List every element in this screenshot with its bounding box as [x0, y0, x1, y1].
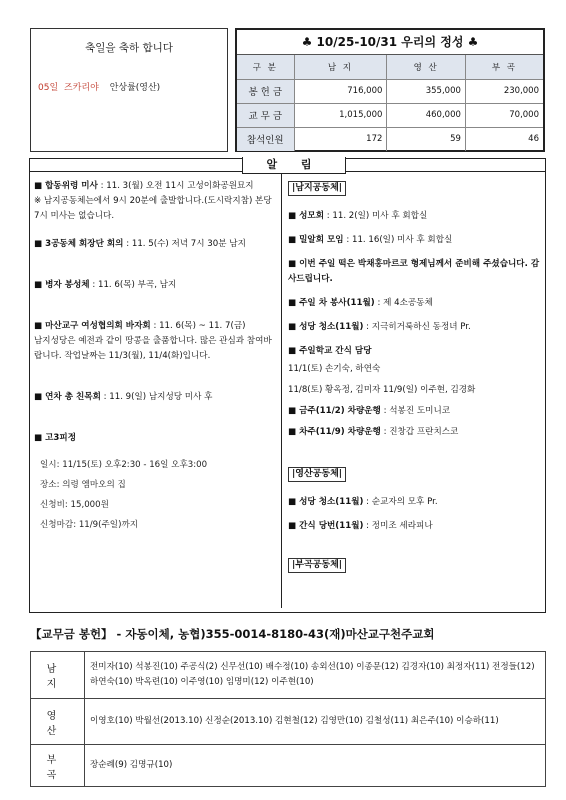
retreat-date: 일시: 11/15(토) 오후2:30 - 16일 오후3:00	[40, 460, 208, 470]
notice-title: 알 림	[242, 157, 346, 174]
column-header: 구 분	[237, 55, 294, 79]
notice-left-column	[34, 179, 274, 535]
notice-item: ■ 병자 봉성체 : 11. 6(목) 부곡, 남지	[34, 280, 177, 290]
notice-note: ※ 남지공동체는에서 9시 20분에 출발합니다.(도시락지참) 본당 7시 미사는 없습니다.	[34, 196, 272, 221]
table-row	[237, 103, 543, 127]
notice-item: ■ 이번 주일 떡은 박채홍마르코 형제님께서 준비해 주셨습니다. 감사드립니다.	[288, 259, 540, 284]
offering-title: ♣ 10/25-10/31 우리의 정성 ♣	[237, 30, 543, 55]
feast-person: 안상률(영산)	[109, 83, 161, 93]
column-header: 부 곡	[465, 55, 543, 79]
notice-item: ■ 마산교구 여성협의회 바자회 : 11. 6(목) ~ 11. 7(금)	[34, 321, 246, 331]
notice-item: ■ 금주(11/2) 차량운행 : 석봉진 도미니코	[288, 406, 451, 416]
notice-item: ■ 3공동체 회장단 회의 : 11. 5(수) 저녁 7시 30분 남지	[34, 239, 246, 249]
feast-day-box	[30, 28, 228, 152]
column-header: 남 지	[294, 55, 387, 79]
row-label: 봉 헌 금	[237, 79, 294, 103]
table-row	[31, 745, 546, 787]
cell-value: 230,000	[465, 79, 543, 103]
table-row	[31, 652, 546, 699]
feast-day-entry	[38, 80, 227, 93]
cell-value: 355,000	[387, 79, 465, 103]
notice-item: ■ 연차 총 친목회 : 11. 9(일) 남지성당 미사 후	[34, 392, 213, 402]
notice-item: ■ 밀알회 모임 : 11. 16(일) 미사 후 회합실	[288, 235, 453, 245]
section-bugok: |부곡공동체|	[288, 558, 346, 573]
cell-value: 716,000	[294, 79, 387, 103]
cell-value: 70,000	[465, 103, 543, 127]
notice-item: ■ 주일학교 간식 담당	[288, 346, 372, 356]
snack-schedule: 11/1(토) 손기숙, 하연숙	[288, 364, 381, 374]
notice-item: ■ 합동위령 미사 : 11. 3(월) 오전 11시 고성이화공원묘지	[34, 181, 254, 191]
offering-header-row	[237, 55, 543, 79]
notice-board	[29, 158, 546, 613]
cell-value: 46	[465, 127, 543, 151]
notice-item: ■ 간식 당번(11월) : 정미조 세라피나	[288, 521, 433, 531]
donor-table	[30, 651, 546, 787]
table-row	[237, 127, 543, 151]
cell-value: 59	[387, 127, 465, 151]
notice-item: ■ 차주(11/9) 차량운행 : 진창갑 프란치스코	[288, 427, 459, 437]
cell-value: 172	[294, 127, 387, 151]
snack-schedule: 11/8(토) 황옥정, 김미자 11/9(일) 이주현, 김경화	[288, 385, 476, 395]
section-yeongsan: |영산공동체|	[288, 467, 346, 482]
notice-item: ■ 성모회 : 11. 2(일) 미사 후 회합실	[288, 211, 428, 221]
table-row	[237, 79, 543, 103]
notice-item: ■ 주일 차 봉사(11월) : 제 4소공동체	[288, 298, 433, 308]
row-label: 남 지	[31, 652, 85, 699]
donor-names: 전미자(10) 석봉진(10) 주공식(2) 신무선(10) 배수정(10) 송외선(10) 이종문(12) 김경자(10) 최정자(11) 전정들(12) 하연숙(10) 박옥련(10) 이주영(10) 임명미(12) 이주현(10)	[85, 652, 546, 699]
notice-item: ■ 성당 청소(11월) : 지극히거룩하신 동정녀 Pr.	[288, 322, 471, 332]
cell-value: 460,000	[387, 103, 465, 127]
notice-note: 남지성당은 예전과 같이 땅콩을 출품합니다. 많은 관심과 참여바랍니다. 작업날짜는 11/3(월), 11/4(화)입니다.	[34, 336, 272, 361]
offering-summary	[235, 28, 545, 152]
feast-date: 05일	[38, 83, 59, 93]
feast-saint: 즈카리야	[64, 83, 99, 93]
retreat-place: 장소: 의령 엠마오의 집	[40, 480, 126, 490]
row-label: 교 무 금	[237, 103, 294, 127]
donor-names: 장순례(9) 김명규(10)	[85, 745, 546, 787]
row-label: 영 산	[31, 699, 85, 745]
column-divider	[281, 173, 282, 608]
offering-table	[237, 55, 543, 151]
retreat-deadline: 신청마감: 11/9(주일)까지	[40, 520, 139, 530]
row-label: 부 곡	[31, 745, 85, 787]
notice-item: ■ 고3피정	[34, 433, 76, 443]
offering-bank-info: 【교무금 봉헌】 - 자동이체, 농협)355-0014-8180-43(재)마산교구천주교회	[30, 627, 435, 641]
notice-right-column	[288, 179, 540, 577]
retreat-fee: 신청비: 15,000원	[40, 500, 109, 510]
row-label: 참석인원	[237, 127, 294, 151]
cell-value: 1,015,000	[294, 103, 387, 127]
section-namji: |남지공동체|	[288, 181, 346, 196]
table-row	[31, 699, 546, 745]
donor-names: 이영호(10) 박월선(2013.10) 신정순(2013.10) 김현철(12) 김영만(10) 김철성(11) 최은주(10) 이승하(11)	[85, 699, 546, 745]
column-header: 영 산	[387, 55, 465, 79]
notice-item: ■ 성당 청소(11월) : 순교자의 모후 Pr.	[288, 497, 438, 507]
feast-day-title: 축일을 축하 합니다	[85, 42, 173, 54]
